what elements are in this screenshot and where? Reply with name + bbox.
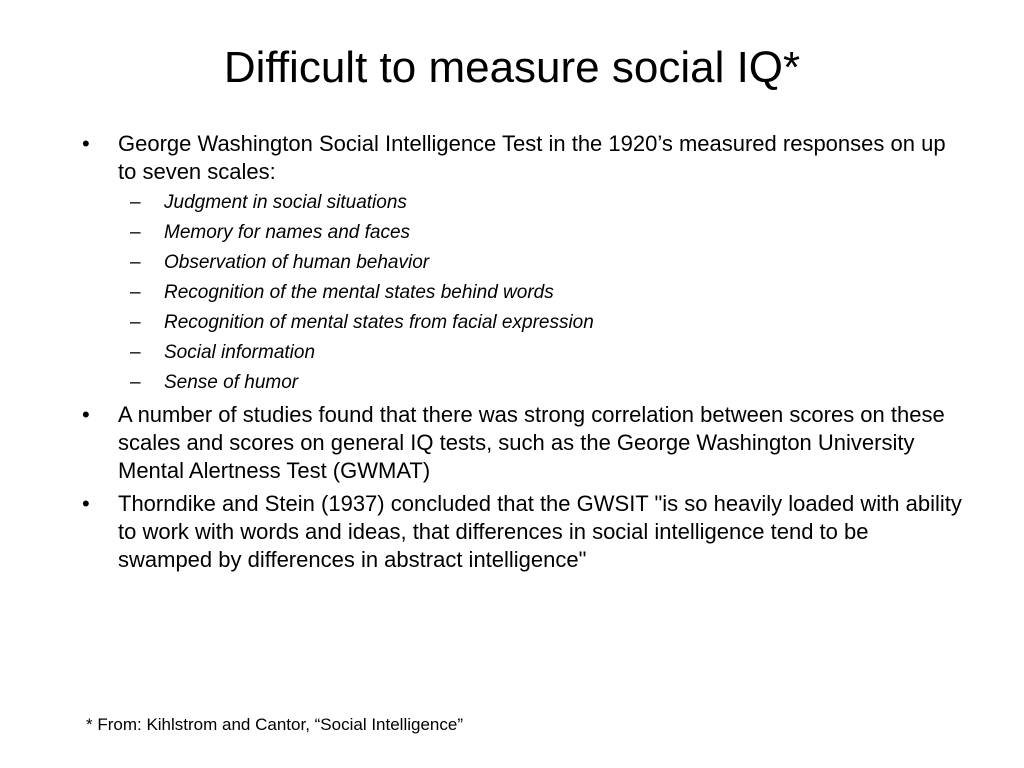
scale-label: Sense of humor [164,372,299,393]
scale-label: Social information [164,342,316,363]
scale-item [118,251,962,275]
scale-item [118,311,962,335]
dash-marker: – [130,192,141,213]
bullet-item-correlation [82,401,962,485]
bullet-list [82,130,962,579]
bullet-item-gwsit [82,130,962,395]
dash-marker: – [130,312,141,333]
footnote: * From: Kihlstrom and Cantor, “Social Intelligence” [86,715,463,734]
slide-title: Difficult to measure social IQ* [223,43,801,92]
dash-marker: – [130,342,141,363]
dash-marker: – [130,372,141,393]
dash-marker: – [130,252,141,273]
scale-label: Recognition of mental states from facial expression [164,312,594,333]
scale-item [118,341,962,365]
scale-item [118,281,962,305]
bullet-text: A number of studies found that there was strong correlation between scores on these scales and scores on general IQ tests, such as the George Washington University Mental Alertness Test (GWMAT) [118,402,945,483]
scale-label: Observation of human behavior [164,252,430,273]
bullet-text: George Washington Social Intelligence Test in the 1920’s measured responses on up to seven scales: [118,131,946,184]
bullet-marker: • [82,402,90,427]
bullet-marker: • [82,131,90,156]
dash-marker: – [130,222,141,243]
scale-item [118,221,962,245]
bullet-marker: • [82,491,90,516]
scale-label: Memory for names and faces [164,222,411,243]
scale-item [118,371,962,395]
scale-item [118,191,962,215]
bullet-item-thorndike [82,490,962,574]
scale-label: Recognition of the mental states behind words [164,282,554,303]
dash-marker: – [130,282,141,303]
scale-label: Judgment in social situations [164,192,407,213]
bullet-text: Thorndike and Stein (1937) concluded that the GWSIT "is so heavily loaded with ability to work with words and ideas, that differences in social intelligence tend to be swamped by differences in abstract intelligence" [118,491,962,572]
scales-list [118,191,962,395]
